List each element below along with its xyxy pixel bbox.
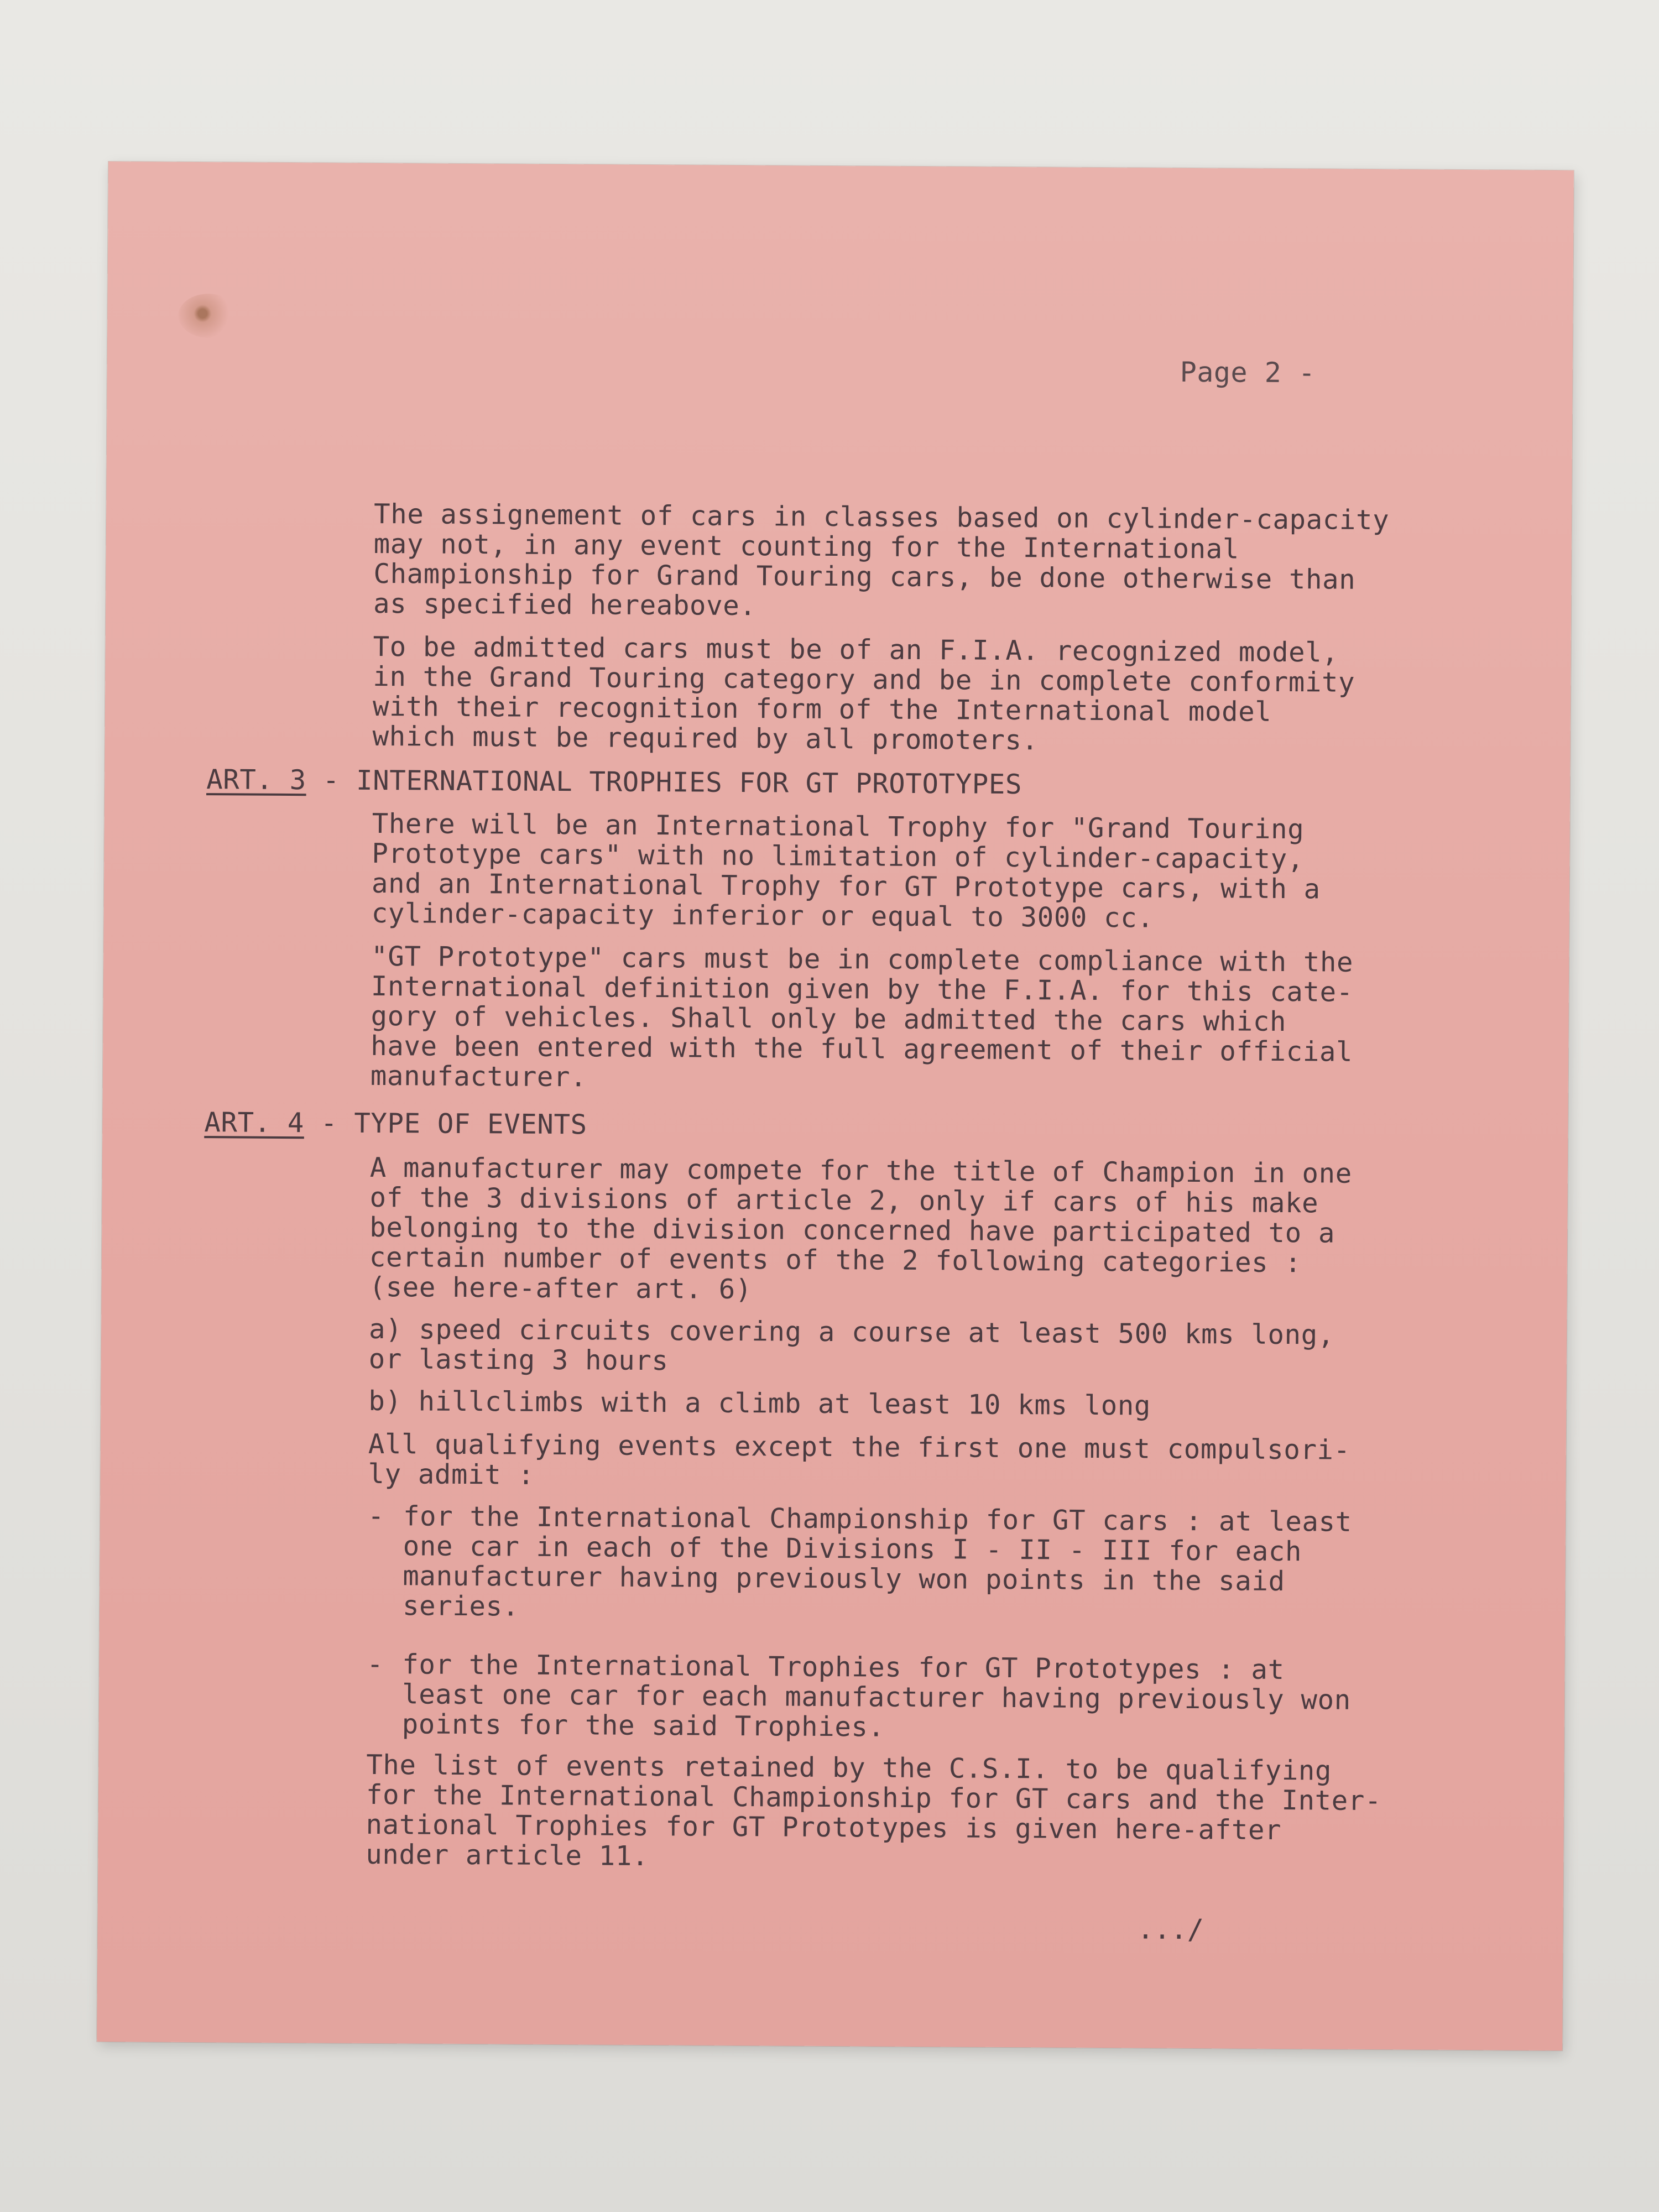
art4-bullet-2: for the International Trophies for GT Prototypes : at least one car for each manufacturer having previously won points for the said Trophies. xyxy=(401,1648,1351,1743)
art3-paragraph-2: "GT Prototype" cars must be in complete compliance with the International definition given by the F.I.A. for this cate- gory of vehicles. Shall only be admitted the cars which have been entered with the full agreement of their official manufacturer. xyxy=(370,940,1354,1093)
page-number: Page 2 - xyxy=(1180,356,1316,389)
bullet-mark-2: - xyxy=(367,1648,384,1681)
document-sheet xyxy=(97,161,1574,2051)
document-body xyxy=(97,161,1574,2051)
art3-title: - INTERNATIONAL TROPHIES FOR GT PROTOTYPES xyxy=(306,764,1022,801)
art4-number: ART. 4 xyxy=(204,1107,305,1139)
art3-heading xyxy=(206,765,1022,800)
intro-paragraph-1: The assignement of cars in classes based on cylinder-capacity may not, in any event counting for the International Championship for Grand Touring cars, be done otherwise than as specified hereabove. xyxy=(373,498,1390,622)
art4-paragraph-qualifying: All qualifying events except the first one must compulsori- ly admit : xyxy=(368,1428,1350,1491)
art4-item-a: a) speed circuits covering a course at least 500 kms long, or lasting 3 hours xyxy=(368,1313,1335,1377)
art3-number: ART. 3 xyxy=(206,764,306,796)
intro-paragraph-2: To be admitted cars must be of an F.I.A. recognized model, in the Grand Touring category and be in complete conformity with their recognition form of the International model which must be required by all promoters. xyxy=(372,630,1355,757)
art4-item-b: b) hillclimbs with a climb at least 10 kms long xyxy=(368,1385,1151,1422)
bullet-mark-1: - xyxy=(367,1500,385,1532)
art4-heading xyxy=(204,1108,587,1140)
art4-bullet-1: for the International Championship for GT cars : at least one car in each of the Divisions I - II - III for each manufacturer having previously won points in the said series. xyxy=(402,1500,1352,1623)
art4-closing-paragraph: The list of events retained by the C.S.I. to be qualifying for the International Championship for GT cars and the Inter- national Trophies for GT Prototypes is given here-after under article 11. xyxy=(366,1749,1382,1872)
art4-title: - TYPE OF EVENTS xyxy=(304,1107,587,1141)
art3-paragraph-1: There will be an International Trophy for "Grand Touring Prototype cars" with no limitation of cylinder-capacity, and an International Trophy for GT Prototype cars, with a cylinder-capacity inferior or equal to 3000 cc. xyxy=(371,807,1321,934)
art4-paragraph-1: A manufacturer may compete for the title of Champion in one of the 3 divisions of article 2, only if cars of his make belonging to the division concerned have participated to a certain number of events of the 2 following categories : (see here-after art. 6) xyxy=(369,1151,1352,1306)
continuation-mark: .../ xyxy=(1137,1913,1204,1946)
